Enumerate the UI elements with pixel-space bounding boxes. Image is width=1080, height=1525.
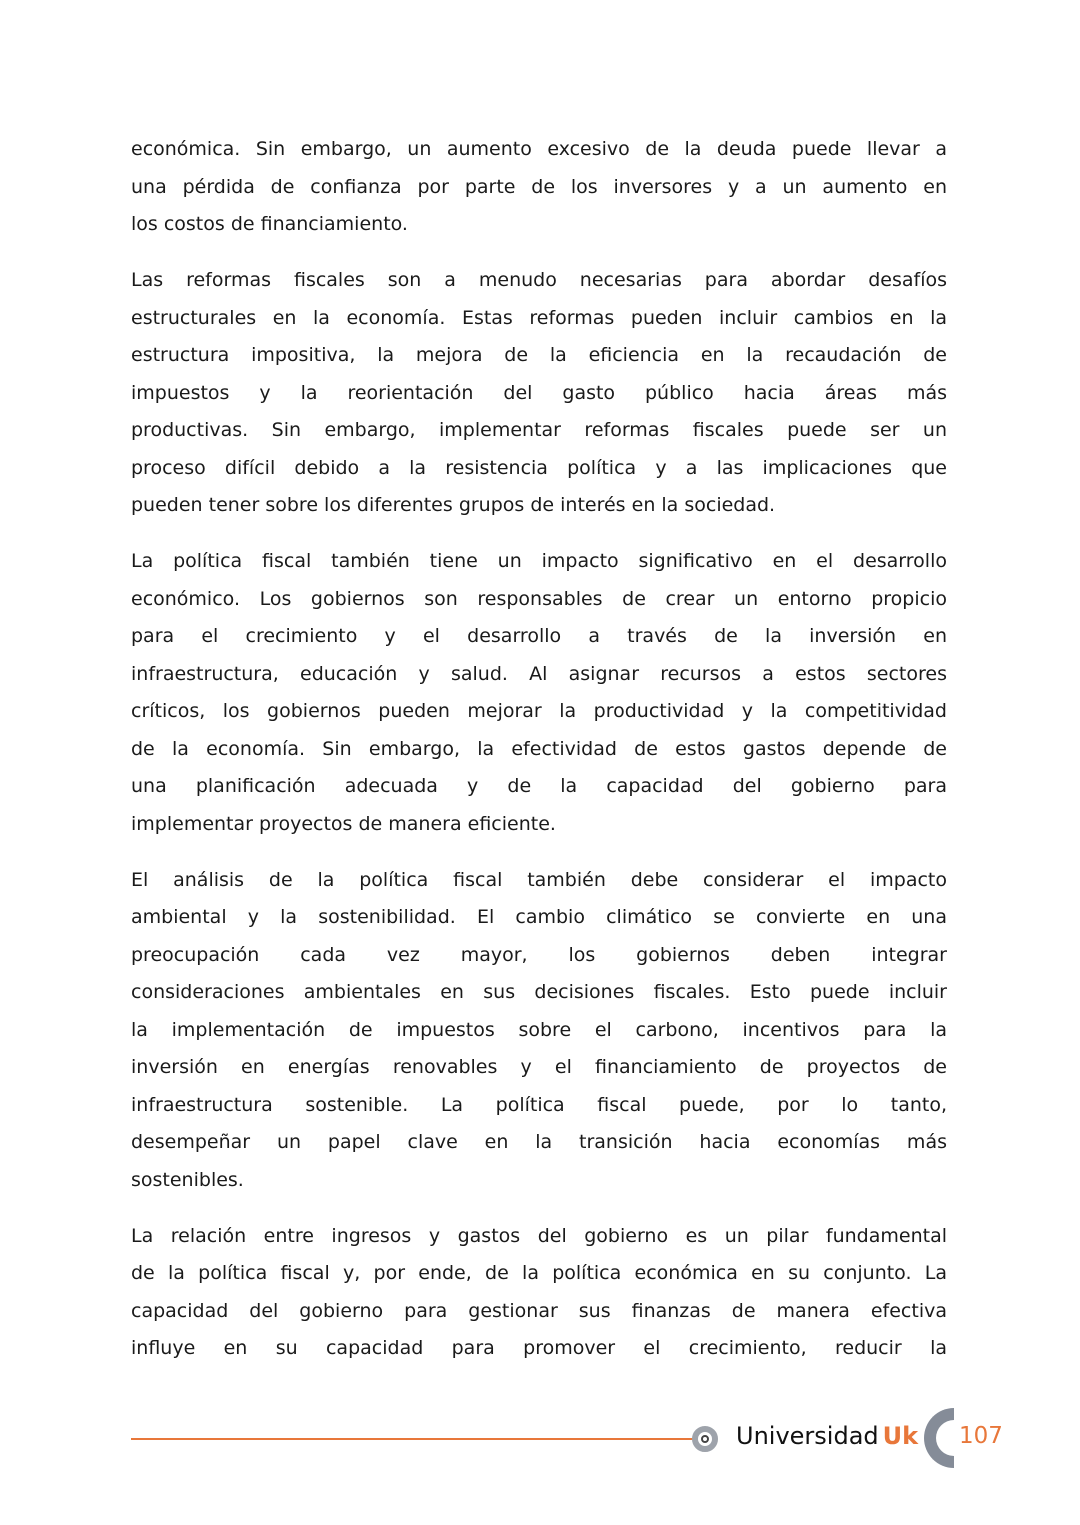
text-line: pueden tener sobre los diferentes grupos de interés en la sociedad. — [131, 494, 776, 516]
text-line: Las reformas fiscales son a menudo necesarias para abordar desafíos — [131, 269, 947, 291]
text-line: proceso difícil debido a la resistencia política y a las implicaciones que — [131, 456, 947, 479]
text-line: preocupación cada vez mayor, los gobiernos deben integrar — [131, 943, 947, 966]
text-line: El análisis de la política fiscal también debe considerar el impacto — [131, 868, 947, 891]
text-line: implementar proyectos de manera eficiente. — [131, 812, 556, 835]
text-line: económica. Sin embargo, un aumento excesivo de la deuda puede llevar a — [131, 138, 947, 160]
text-line: impuestos y la reorientación del gasto público hacia áreas más — [131, 381, 947, 404]
text-line: ambiental y la sostenibilidad. El cambio climático se convierte en una — [131, 906, 947, 928]
text-line: consideraciones ambientales en sus decisiones fiscales. Esto puede incluir — [131, 981, 947, 1003]
text-line: La política fiscal también tiene un impacto significativo en el desarrollo — [131, 550, 947, 572]
paragraph — [131, 1218, 947, 1368]
text-line: sostenibles. — [131, 1168, 244, 1191]
paragraph — [131, 543, 947, 843]
text-line: desempeñar un papel clave en la transición hacia economías más — [131, 1131, 947, 1153]
text-line: una pérdida de confianza por parte de los inversores y a un aumento en — [131, 175, 947, 198]
text-line: de la política fiscal y, por ende, de la política económica en su conjunto. La — [131, 1262, 947, 1284]
paragraph — [131, 862, 947, 1200]
footer-brand — [736, 1422, 918, 1450]
text-line: la implementación de impuestos sobre el carbono, incentivos para la — [131, 1018, 947, 1041]
document-body — [131, 131, 947, 1386]
footer-circle-icon — [692, 1426, 718, 1452]
text-line: los costos de financiamiento. — [131, 213, 408, 235]
paragraph — [131, 131, 947, 244]
text-line: económico. Los gobiernos son responsables de crear un entorno propicio — [131, 587, 947, 610]
text-line: críticos, los gobiernos pueden mejorar la productividad y la competitividad — [131, 700, 947, 722]
text-line: influye en su capacidad para promover el crecimiento, reducir la — [131, 1337, 947, 1359]
text-line: estructurales en la economía. Estas reformas pueden incluir cambios en la — [131, 306, 947, 329]
text-line: productivas. Sin embargo, implementar reformas fiscales puede ser un — [131, 419, 947, 441]
text-line: de la economía. Sin embargo, la efectividad de estos gastos depende de — [131, 737, 947, 760]
text-line: para el crecimiento y el desarrollo a través de la inversión en — [131, 625, 947, 647]
text-line: infraestructura, educación y salud. Al asignar recursos a estos sectores — [131, 662, 947, 685]
text-line: inversión en energías renovables y el financiamiento de proyectos de — [131, 1056, 947, 1078]
brand-accent: Uk — [882, 1422, 919, 1450]
page-number: 107 — [959, 1423, 1003, 1449]
text-line: capacidad del gobierno para gestionar sus finanzas de manera efectiva — [131, 1299, 947, 1322]
text-line: infraestructura sostenible. La política fiscal puede, por lo tanto, — [131, 1093, 947, 1116]
brand-name: Universidad — [736, 1422, 879, 1450]
paragraph — [131, 262, 947, 525]
text-line: una planificación adecuada y de la capacidad del gobierno para — [131, 775, 947, 797]
text-line: estructura impositiva, la mejora de la eficiencia en la recaudación de — [131, 344, 947, 366]
footer-divider — [131, 1438, 693, 1440]
text-line: La relación entre ingresos y gastos del gobierno es un pilar fundamental — [131, 1224, 947, 1247]
